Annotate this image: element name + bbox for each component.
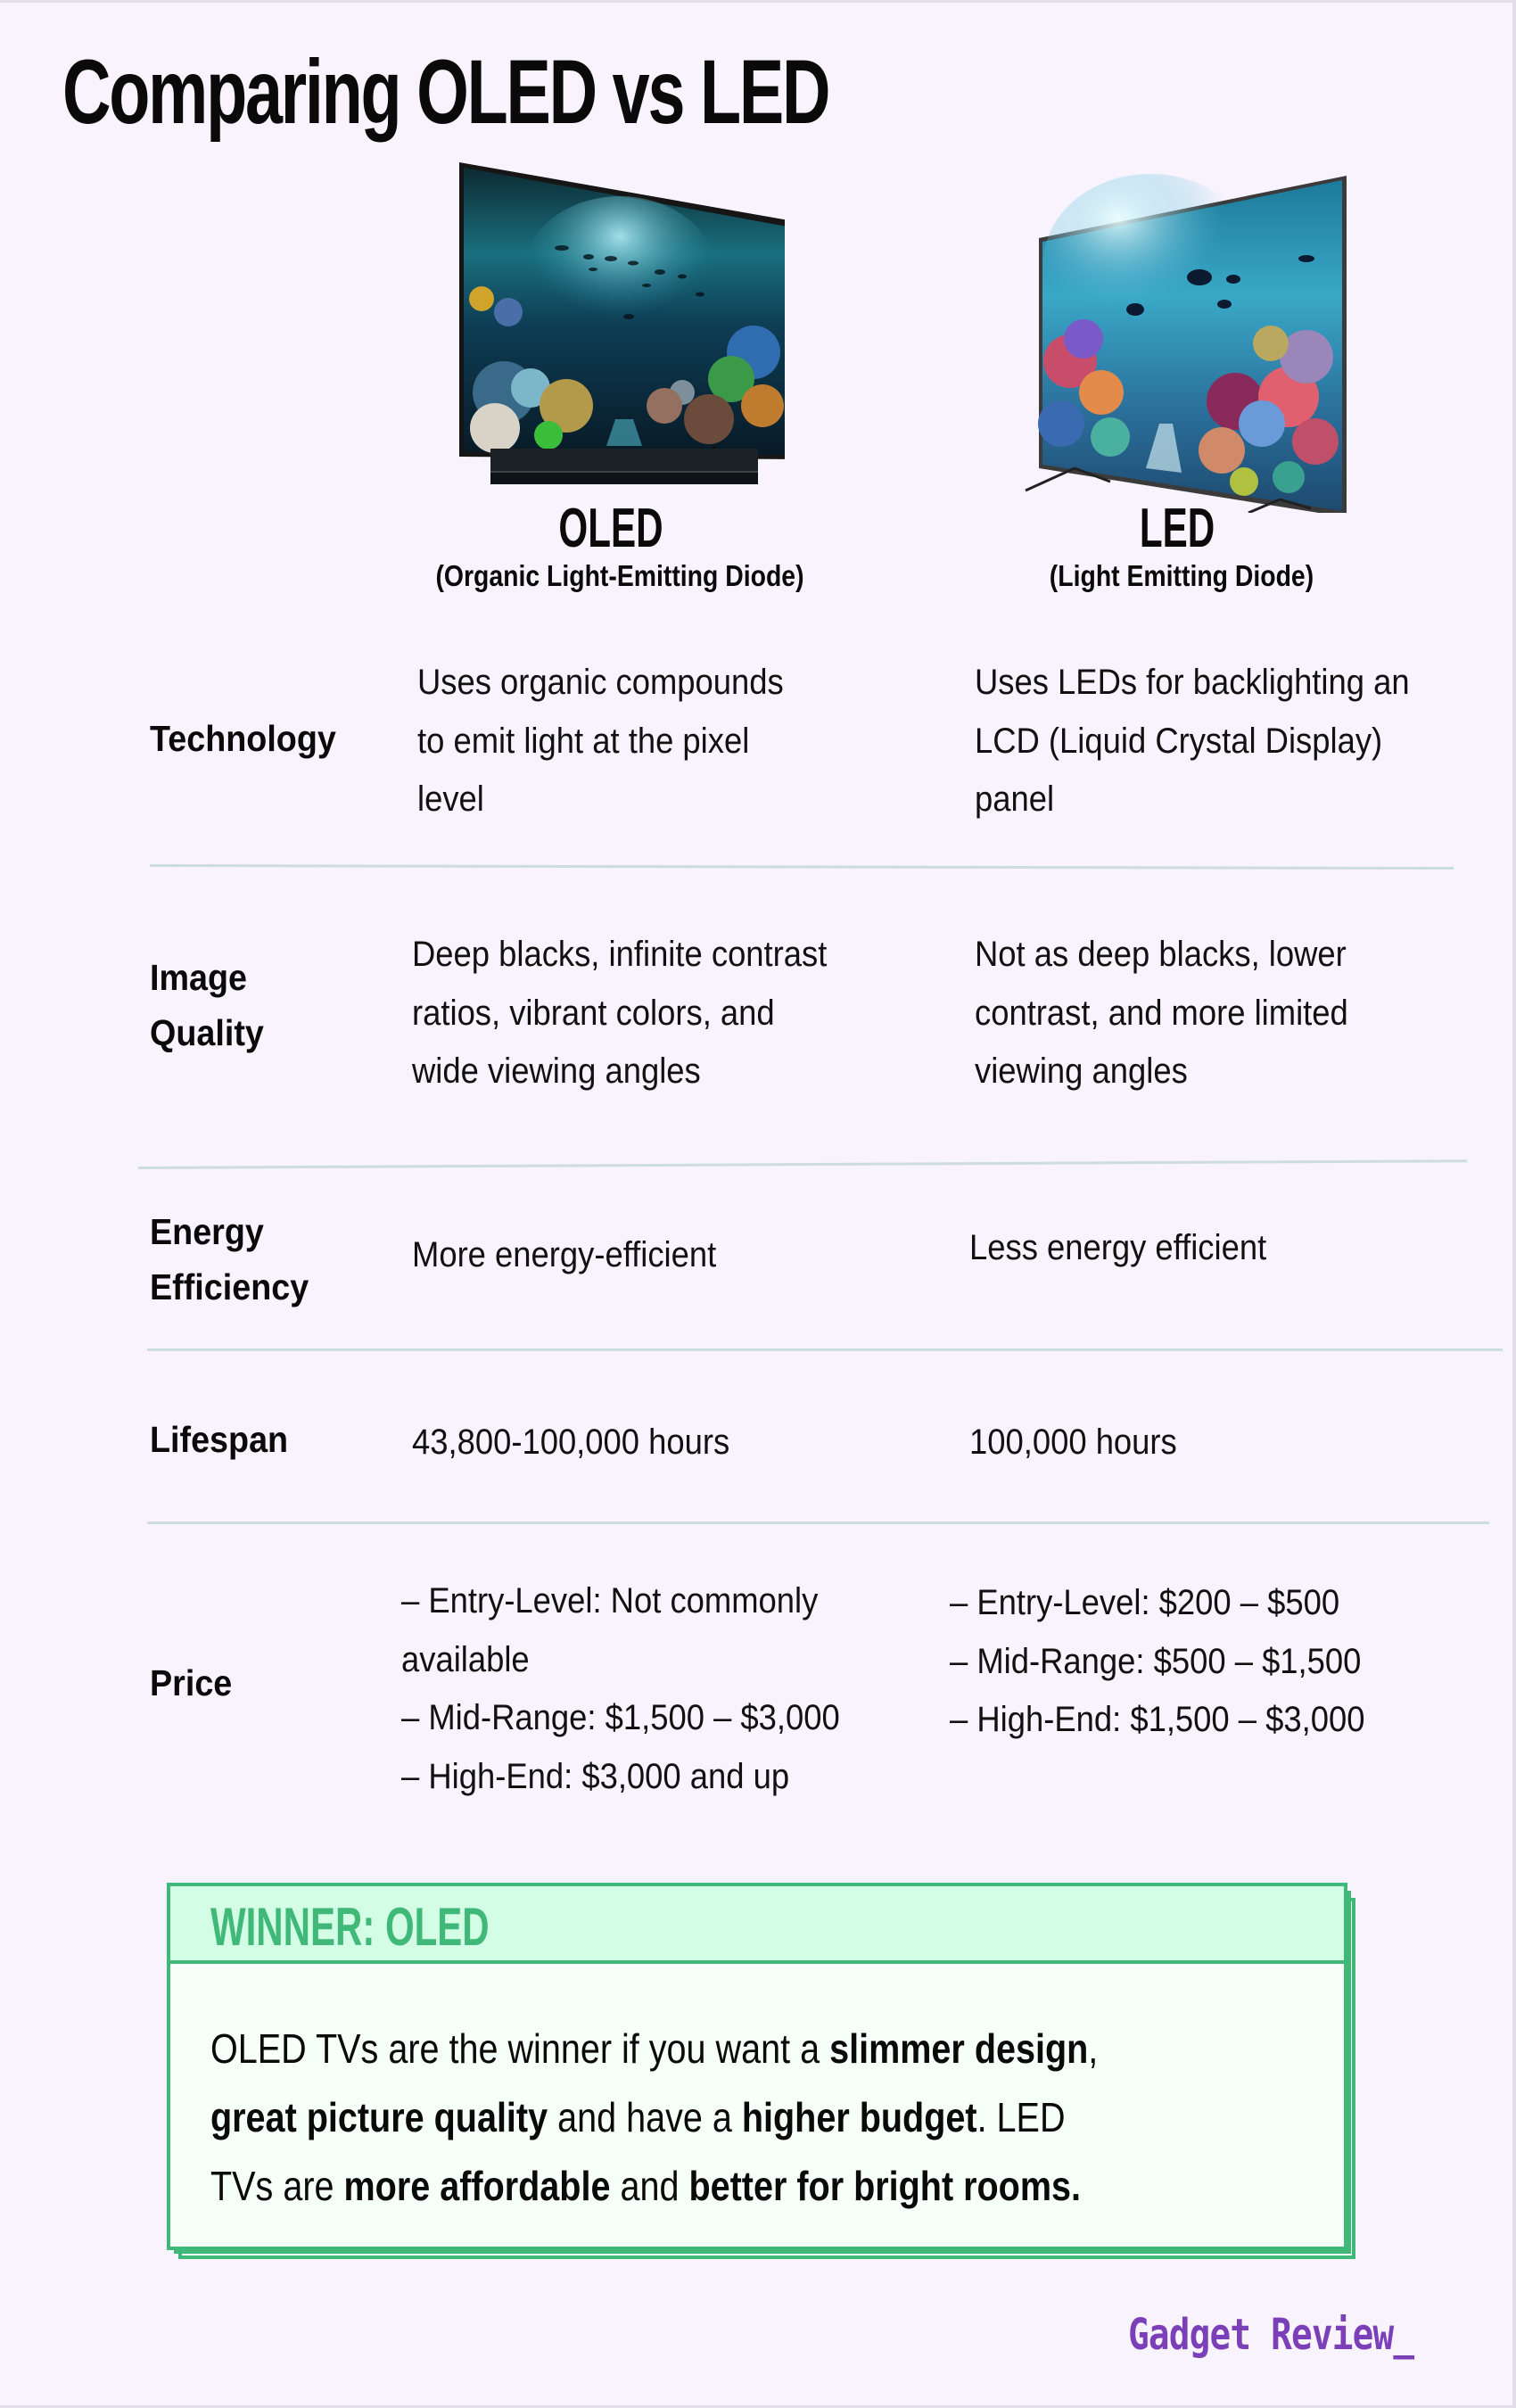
row-label-energy-efficiency: Energy Efficiency — [150, 1211, 309, 1307]
row-label-lifespan: Lifespan — [150, 1419, 289, 1460]
row-divider — [150, 864, 1454, 870]
row-divider — [147, 1348, 1503, 1351]
oled-column-title: OLED — [558, 498, 663, 559]
page-border-right — [1512, 0, 1516, 2408]
winner-header — [170, 1886, 1344, 1964]
page-border-top — [0, 0, 1516, 3]
page-title: Comparing OLED vs LED — [62, 41, 829, 143]
led-tv-image — [1021, 156, 1360, 513]
led-column-subtitle: (Light Emitting Diode) — [1049, 559, 1314, 592]
oled-energy-cell: More energy-efficient — [412, 1235, 717, 1274]
row-divider — [147, 1521, 1489, 1524]
oled-technology-cell: Uses organic compounds to emit light at the pixel level — [417, 663, 784, 819]
row-label-technology: Technology — [150, 718, 336, 759]
row-label-price: Price — [150, 1662, 233, 1703]
oled-lifespan-cell: 43,800-100,000 hours — [412, 1423, 730, 1462]
oled-price-cell: – Entry-Level: Not commonly available – Mid-Range: $1,500 – $3,000 – High-End: $3,000 and up — [401, 1581, 840, 1796]
gadget-review-logo: Gadget Review_ — [1128, 2310, 1414, 2360]
led-image-quality-cell: Not as deep blacks, lower contrast, and more limited viewing angles — [975, 935, 1348, 1091]
led-energy-cell: Less energy efficient — [969, 1228, 1267, 1267]
row-divider — [138, 1159, 1467, 1169]
oled-image-quality-cell: Deep blacks, infinite contrast ratios, vibrant colors, and wide viewing angles — [412, 935, 828, 1091]
winner-summary: OLED TVs are the winner if you want a slimmer design, great picture quality and have a higher budget. LED TVs are more affordable and better for bright rooms. — [210, 2025, 1099, 2209]
winner-title: WINNER: OLED — [210, 1897, 490, 1957]
row-label-image-quality: Image Quality — [150, 957, 264, 1053]
oled-column-subtitle: (Organic Light-Emitting Diode) — [435, 559, 804, 592]
led-lifespan-cell: 100,000 hours — [969, 1423, 1177, 1462]
led-price-cell: – Entry-Level: $200 – $500 – Mid-Range: $500 – $1,500 – High-End: $1,500 – $3,000 — [950, 1583, 1365, 1739]
led-technology-cell: Uses LEDs for backlighting an LCD (Liquid Crystal Display) panel — [975, 663, 1410, 819]
led-column-title: LED — [1139, 498, 1215, 559]
oled-tv-image — [441, 152, 785, 491]
winner-card — [167, 1883, 1347, 2250]
